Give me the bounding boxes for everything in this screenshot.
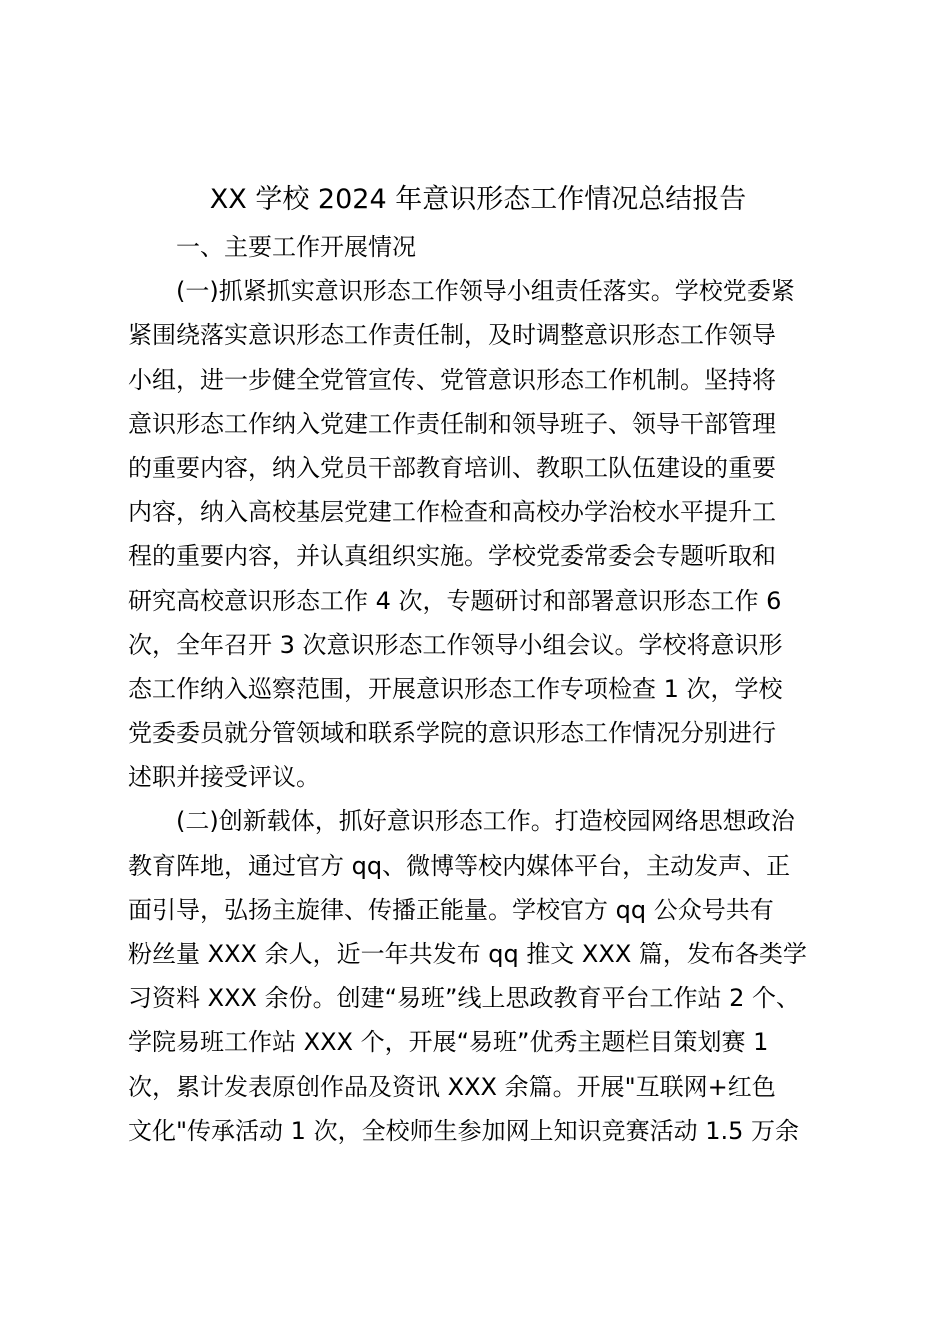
paragraph-1-line-12: 述职并接受评议。 [128,763,320,792]
document-title: XX 学校 2024 年意识形态工作情况总结报告 [209,184,747,215]
paragraph-1-line-5: 的重要内容，纳入党员干部教育培训、教职工队伍建设的重要 [128,453,776,482]
paragraph-1-line-7: 程的重要内容，并认真组织实施。学校党委常委会专题听取和 [128,542,776,571]
paragraph-2-line-4: 粉丝量 XXX 余人，近一年共发布 qq 推文 XXX 篇，发布各类学 [128,940,807,968]
paragraph-2-line-2: 教育阵地，通过官方 qq、微博等校内媒体平台，主动发声、正 [128,851,791,880]
paragraph-2-line-8: 文化"传承活动 1 次，全校师生参加网上知识竞赛活动 1.5 万余 [128,1116,799,1145]
paragraph-1-line-10: 态工作纳入巡察范围，开展意识形态工作专项检查 1 次，学校 [128,674,783,703]
paragraph-1-line-1: (一)抓紧抓实意识形态工作领导小组责任落实。学校党委紧 [176,277,795,306]
paragraph-1-line-9: 次，全年召开 3 次意识形态工作领导小组会议。学校将意识形 [128,630,783,659]
paragraph-2-line-5: 习资料 XXX 余份。创建“易班”线上思政教育平台工作站 2 个、 [128,984,800,1013]
paragraph-1-line-2: 紧围绕落实意识形态工作责任制，及时调整意识形态工作领导 [128,321,776,350]
paragraph-1-line-11: 党委委员就分管领域和联系学院的意识形态工作情况分别进行 [128,719,776,748]
paragraph-2-line-6: 学院易班工作站 XXX 个，开展“易班”优秀主题栏目策划赛 1 [128,1028,769,1057]
paragraph-1-line-6: 内容，纳入高校基层党建工作检查和高校办学治校水平提升工 [128,498,776,527]
paragraph-2-line-3: 面引导，弘扬主旋律、传播正能量。学校官方 qq 公众号共有 [128,895,774,924]
document-body [128,225,832,1153]
section-heading-main-work: 一、主要工作开展情况 [176,233,416,261]
paragraph-1-line-8: 研究高校意识形态工作 4 次，专题研讨和部署意识形态工作 6 [128,586,782,615]
paragraph-1-line-3: 小组，进一步健全党管宣传、党管意识形态工作机制。坚持将 [128,365,776,394]
paragraph-2-line-7: 次，累计发表原创作品及资讯 XXX 余篇。开展"互联网+红色 [128,1072,776,1101]
paragraph-1-line-4: 意识形态工作纳入党建工作责任制和领导班子、领导干部管理 [128,409,776,438]
paragraph-2-line-1: (二)创新载体，抓好意识形态工作。打造校园网络思想政治 [176,807,795,836]
